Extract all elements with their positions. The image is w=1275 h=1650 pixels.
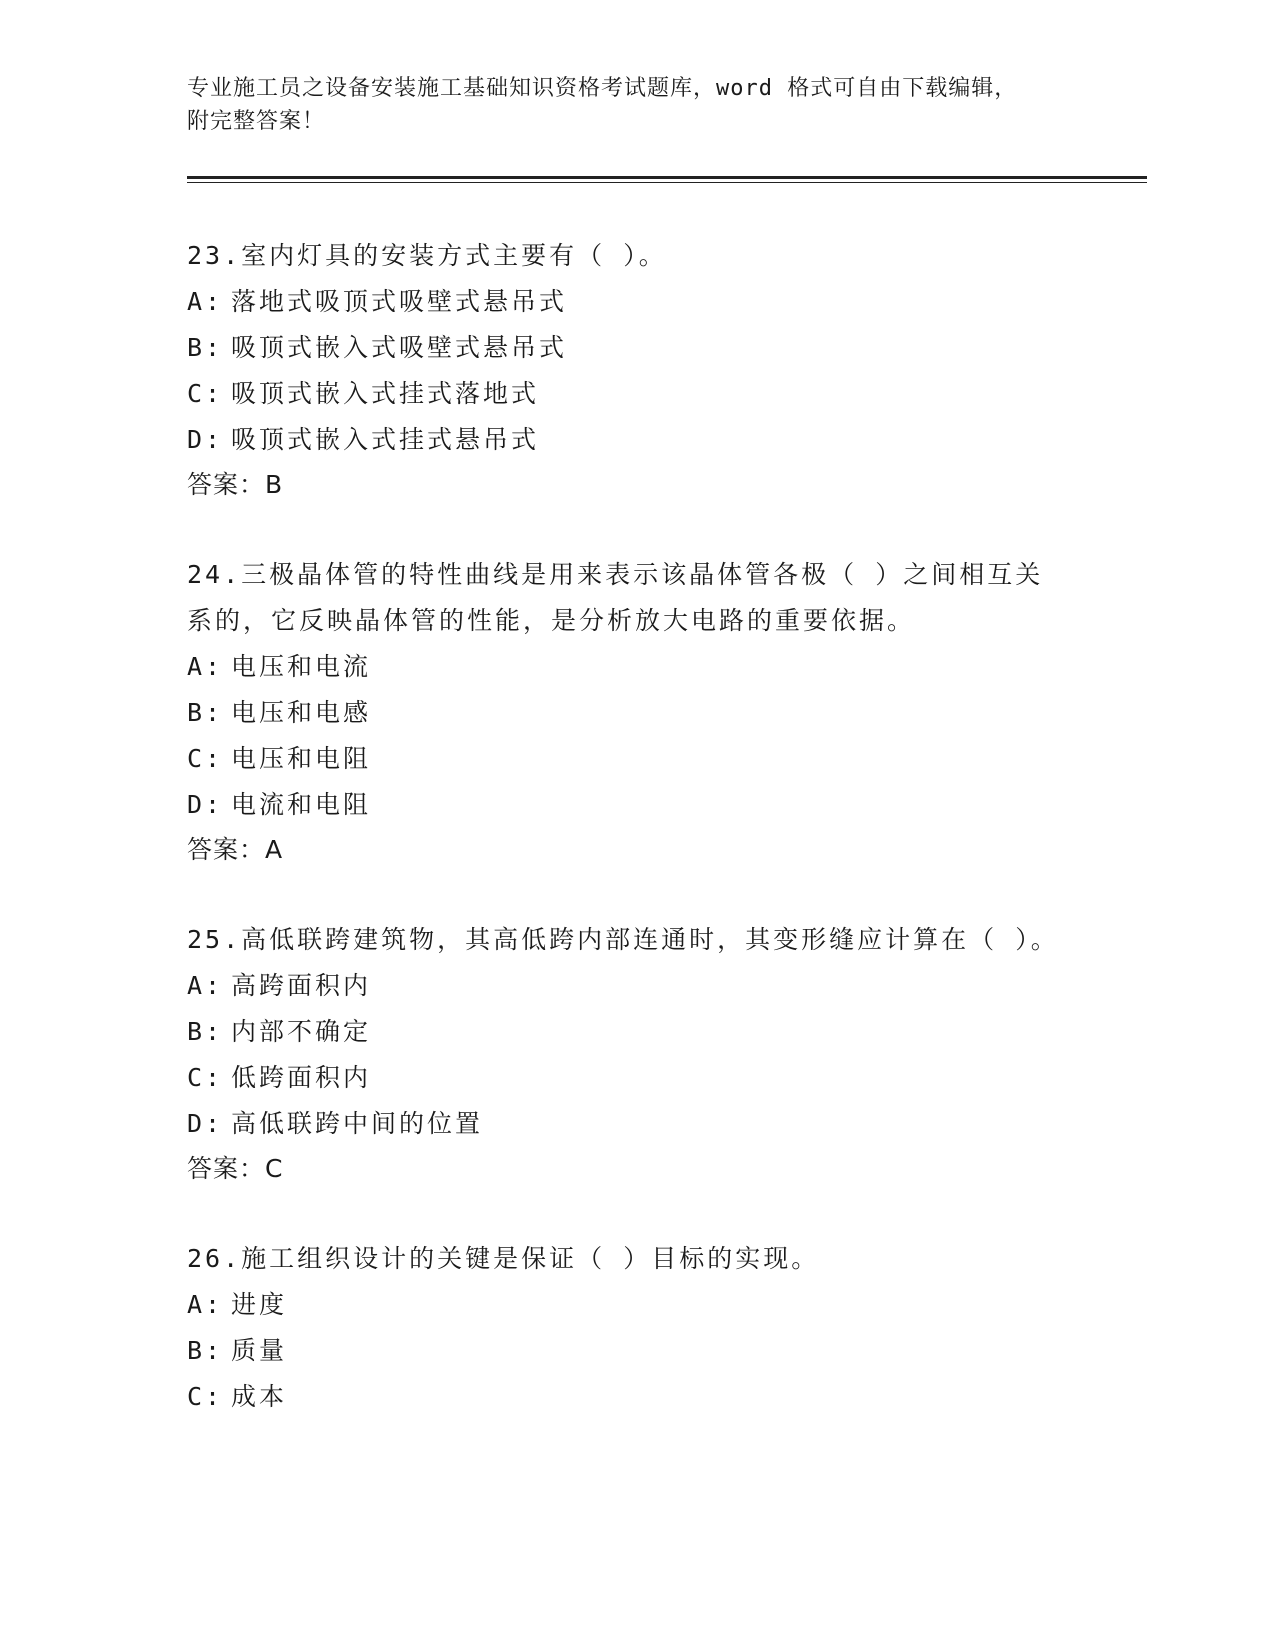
option-text: 吸顶式嵌入式挂式落地式 [231,379,540,408]
option-text: 高跨面积内 [231,971,372,1000]
question-26 [187,1236,1067,1420]
option-text: 落地式吸顶式吸壁式悬吊式 [231,287,568,316]
option-label: A: [187,652,224,681]
option-label: C: [187,379,224,408]
option-d [187,782,1067,828]
option-text: 高低联跨中间的位置 [231,1109,484,1138]
answer-line: 答案：A [187,835,284,864]
answer-line: 答案：C [187,1154,284,1183]
option-label: A: [187,971,224,1000]
option-text: 内部不确定 [231,1017,372,1046]
option-d [187,1101,1067,1147]
option-label: C: [187,744,224,773]
option-c [187,1374,1067,1420]
question-stem: 26.施工组织设计的关键是保证（ ）目标的实现。 [187,1244,820,1273]
option-b [187,1009,1067,1055]
option-text: 成本 [231,1382,288,1411]
question-24 [187,552,1067,872]
question-stem: 23.室内灯具的安装方式主要有（ ）。 [187,241,667,270]
question-stem: 24.三极晶体管的特性曲线是用来表示该晶体管各极（ ）之间相互关系的，它反映晶体管的性能，是分析放大电路的重要依据。 [187,560,1044,635]
header-divider-thick [187,176,1147,179]
option-d [187,417,1067,463]
option-text: 电流和电阻 [231,790,372,819]
document-header [187,72,1147,138]
option-label: A: [187,287,224,316]
option-label: B: [187,333,224,362]
option-label: B: [187,698,224,727]
option-a [187,279,1067,325]
option-text: 电压和电流 [231,652,372,681]
option-label: D: [187,1109,224,1138]
header-divider-thin [187,182,1147,183]
question-list [187,233,1067,1465]
question-23 [187,233,1067,507]
answer-line: 答案：B [187,470,284,499]
option-b [187,325,1067,371]
question-25 [187,917,1067,1191]
option-b [187,690,1067,736]
option-text: 质量 [231,1336,288,1365]
option-label: D: [187,425,224,454]
option-a [187,963,1067,1009]
option-label: A: [187,1290,224,1319]
option-c [187,371,1067,417]
option-text: 电压和电感 [231,698,372,727]
option-label: D: [187,790,224,819]
question-stem: 25.高低联跨建筑物，其高低跨内部连通时，其变形缝应计算在（ ）。 [187,925,1059,954]
option-label: B: [187,1017,224,1046]
option-text: 低跨面积内 [231,1063,372,1092]
header-line-1: 专业施工员之设备安装施工基础知识资格考试题库，word 格式可自由下载编辑， [187,76,1018,101]
option-text: 吸顶式嵌入式挂式悬吊式 [231,425,540,454]
option-a [187,1282,1067,1328]
option-text: 进度 [231,1290,288,1319]
option-text: 吸顶式嵌入式吸壁式悬吊式 [231,333,568,362]
option-text: 电压和电阻 [231,744,372,773]
option-c [187,1055,1067,1101]
option-label: C: [187,1382,224,1411]
option-label: B: [187,1336,224,1365]
option-label: C: [187,1063,224,1092]
option-c [187,736,1067,782]
option-b [187,1328,1067,1374]
option-a [187,644,1067,690]
header-line-2: 附完整答案！ [187,109,326,134]
